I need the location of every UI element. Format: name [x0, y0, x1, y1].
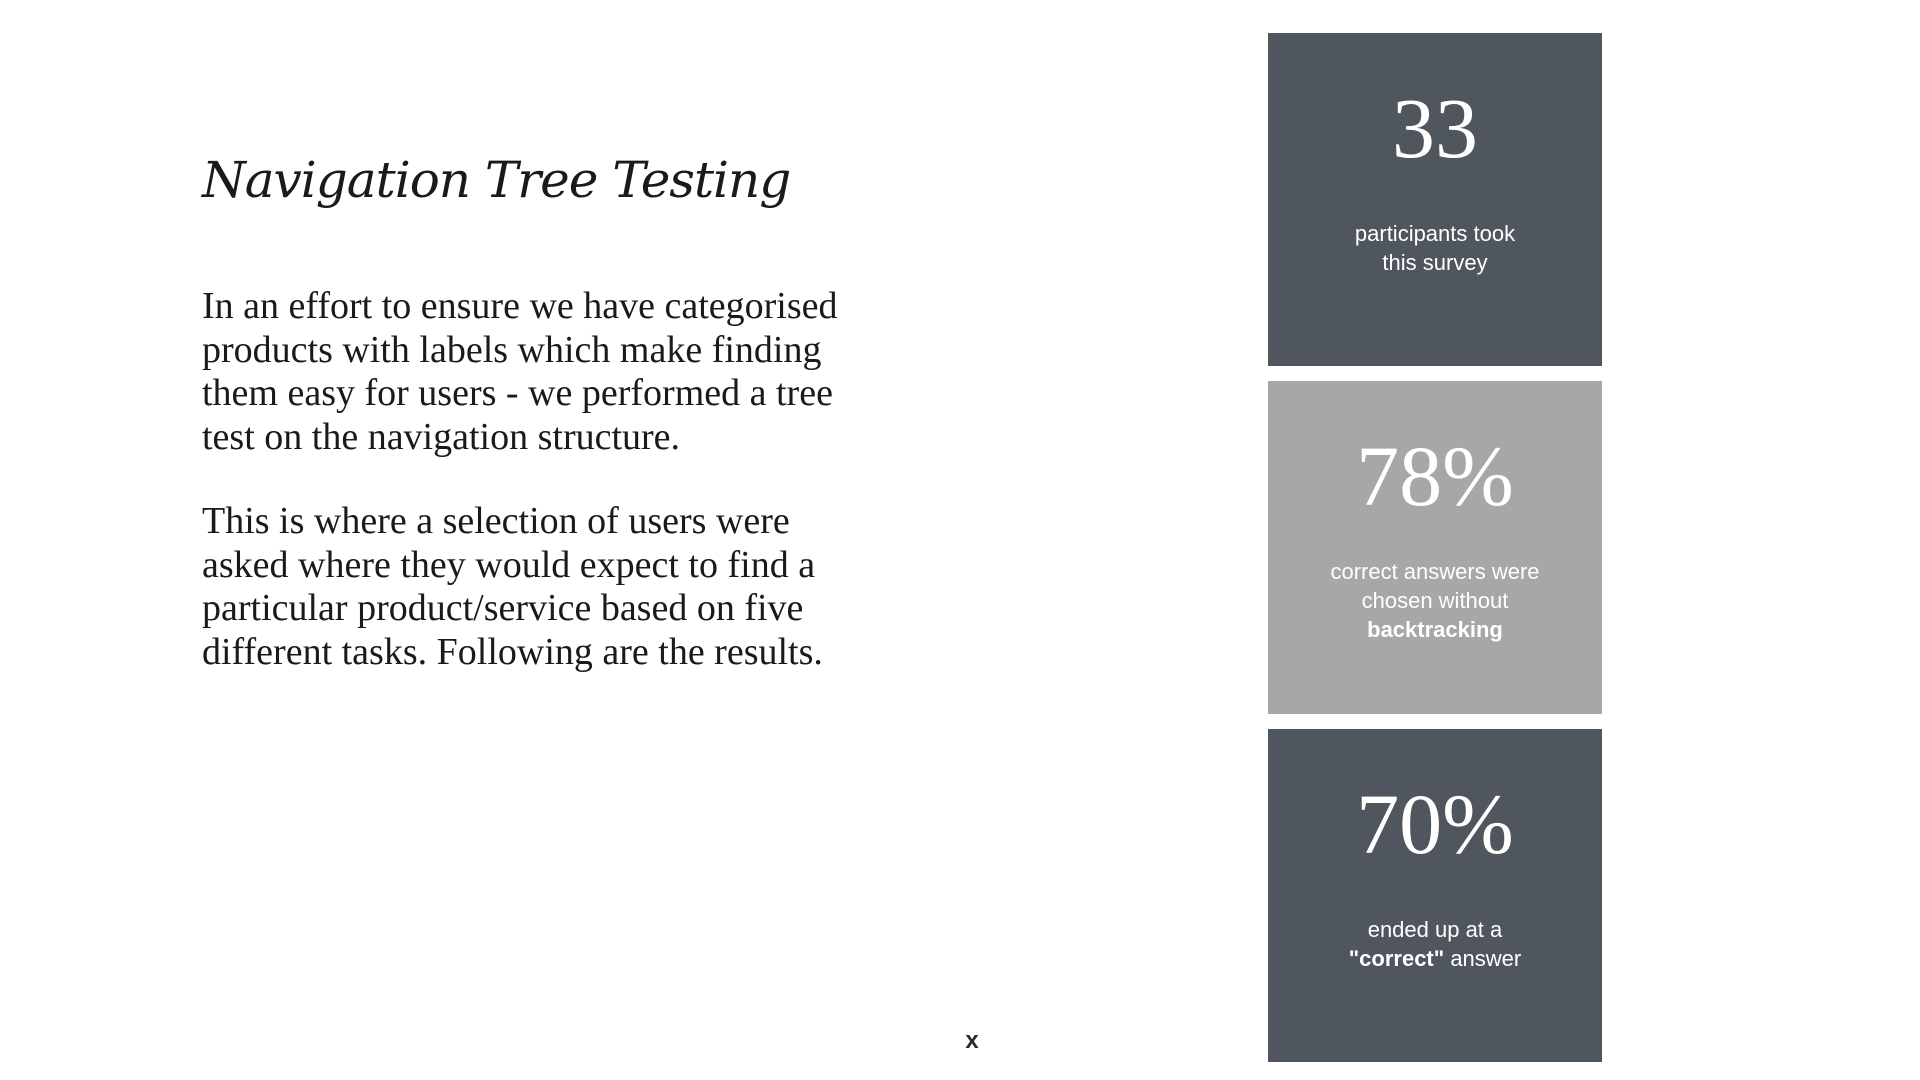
close-button[interactable]: x — [965, 1027, 979, 1054]
intro-paragraph: In an effort to ensure we have categorised products with labels which make finding them easy for users - we performed a tree test on the navigation structure. — [202, 285, 838, 458]
stat-description-line: ended up at a — [1367, 917, 1503, 942]
stat-card-no-backtracking — [1268, 381, 1602, 714]
intro-text — [202, 285, 882, 715]
stat-description-line: answer — [1444, 946, 1522, 971]
stat-description-emphasis: backtracking — [1367, 617, 1503, 642]
stat-card-correct-answer — [1268, 729, 1602, 1062]
stat-description — [1285, 557, 1585, 644]
stat-value: 78% — [1356, 428, 1514, 524]
stat-description-emphasis: "correct" — [1348, 946, 1445, 971]
stat-description-line: correct answers were — [1330, 559, 1540, 584]
page-title: Navigation Tree Testing — [202, 151, 791, 209]
stat-value: 70% — [1356, 776, 1514, 872]
stat-value: 33 — [1392, 80, 1478, 176]
stat-card-participants — [1268, 33, 1602, 366]
stat-description-line: participants took — [1354, 221, 1516, 246]
intro-paragraph: This is where a selection of users were asked where they would expect to find a particular product/service based on five different tasks. Following are the results. — [202, 500, 823, 673]
stat-description — [1285, 915, 1585, 973]
stat-description — [1285, 219, 1585, 277]
stat-description-line: chosen without — [1361, 588, 1509, 613]
stat-description-line: this survey — [1382, 250, 1488, 275]
